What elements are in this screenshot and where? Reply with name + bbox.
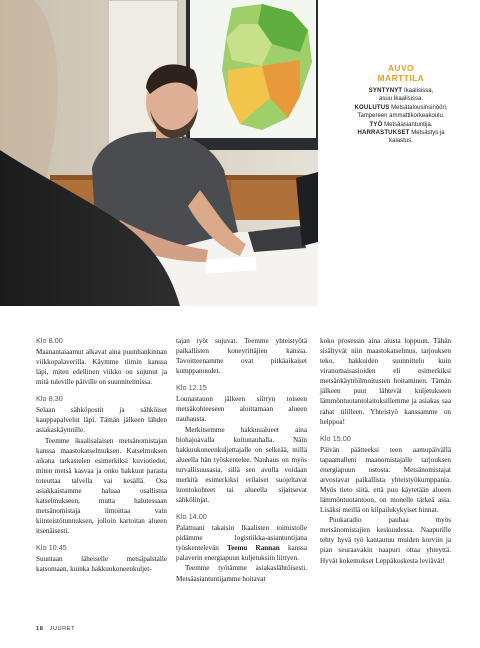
time-heading: Klo 14.00 (176, 512, 207, 522)
time-heading: Klo 8.00 (36, 336, 63, 345)
paragraph: Suuntaan läheiselle metsäpalstalle katsomaan, kuinka hakkuukoneenkuljet- (36, 555, 167, 574)
bio-name (330, 64, 472, 84)
paragraph: Teemme työtämme asiakaslähtöisesti. Metsäasiantuntijamme hoitavat (176, 564, 307, 583)
time-heading: Klo 15.00 (320, 433, 351, 443)
page-footer (36, 626, 75, 632)
paragraph-text: kanssa palaverin energiapuun kuljetuksiin liittyen. (176, 544, 307, 563)
bio-first-name: AUVO (387, 64, 415, 73)
bio-hobbies-text: Metsästys ja (409, 130, 445, 137)
bio-lives: asuu Ikaalisissa. (378, 96, 424, 103)
paragraph: Lounastauon jälkeen siirryn toiseen metsäkohteeseen aloittamaan alueen nauhausta. (176, 395, 307, 424)
bio-education (330, 104, 472, 112)
text-column-3 (320, 336, 451, 566)
bio-education-text: Metsätalousinsinööri, (389, 104, 448, 111)
text-column-1 (36, 336, 167, 574)
paragraph: Merkitsemme hakkuualueet aina biohajoavalla kuitunauhalla. Näin hakkuukoneenkuljettajalle on selkeää, millä alueella hän työskentelee. Nauhaus on myös turvallisuusasia, sillä sen avulla voidaan merkitä esimerkiksi erilaiset suojeltavat luontokohteet tai alueella sijaitsevat sähkölinjat. (176, 425, 307, 505)
time-heading: Klo 10.45 (36, 543, 67, 553)
paragraph-text: Palattuani takaisin Ikaalisten toimistolle pidämme logistiikka-asiantuntijana työskentelevän (176, 524, 307, 553)
office-scene-illustration (0, 0, 318, 306)
person-name: Teemu Rannan (227, 544, 280, 553)
bio-born-label: SYNTYNYT (368, 88, 403, 94)
bio-born-text: Ikaalisissa, (402, 88, 434, 94)
time-heading: Klo 8.30 (36, 394, 63, 404)
paragraph: koko prosessin aina alusta loppuun. Tähän sisältyvät niin maastokatselmus, tarjouksen teko, hakkuiden suunnittelu kuin viranomaisasioiden eli esimerkiksi metsänkäyttöilmoitusten hoitaminen. Tämän jälkeen puut lähtevät kuljetukseen lämmöntuotantolaitoksillemme ja asiakas saa rahat tililleen. Yhteistyö kanssamme on helppoa! (320, 337, 451, 426)
bio-work-text: Metsäasiantuntija. (382, 121, 433, 128)
bio-work (330, 121, 472, 129)
bio-hobbies (330, 129, 472, 137)
bio-born (330, 87, 472, 95)
bio-last-name: MARTTILA (377, 74, 425, 83)
paragraph (176, 523, 307, 563)
bio-hobbies-2: kalastus. (389, 138, 413, 145)
time-heading: Klo 12.15 (176, 383, 207, 393)
bio-work-label: TYÖ (369, 121, 383, 128)
magazine-name: JUURET (49, 626, 76, 632)
text-column-2 (176, 336, 307, 584)
page-number: 18 (36, 626, 44, 632)
paragraph: Teemme ikaalisalaisen metsänomistajan kanssa maastokatselmuksen. Katselmuksen aikana tarkastelen esimerkiksi kuviotiedot, miten metsä kasvaa ja onko hakkuut parasta toteuttaa talvella vai kesällä. Osa asiakkaistamme haluaa osallistua katselmukseen, mutta halutessaan metsänomistaja ilmoittaa vain kiinteistötunnuksen, jolloin kartoitan alueen itsenäisesti. (36, 436, 167, 536)
bio-hobbies-label: HARRASTUKSET (357, 130, 410, 137)
paragraph: Päivän päätteeksi teen aamupäivällä tapaamalleni maanomistajalle tarjouksen energiapuun ostosta. Metsänomistajat arvostavat paikallista yhteistyökumppania. Myös tieto siitä, että puu käytetään alueen lämmöntuotantoon, on monelle tärkeä asia. Lisäksi meillä on kilpailukykyiset hinnat. (320, 445, 451, 515)
bio-box (330, 64, 472, 146)
bio-education-label: KOULUTUS (354, 104, 390, 111)
paragraph: Maanantaiaamut alkavat aina puunhankinnan viikkopalaverilla. Käymme tiimin kanssa läpi, miten edellinen viikko on sujunut ja mitä tuleville päiville on suunnitelmissa. (36, 348, 167, 387)
bio-education-2: Tampereen ammattikorkeakoulu. (357, 113, 445, 120)
paragraph: tajan työt sujuvat. Teemme yhteistyötä paikallisten koneyrittäjien kanssa. Tavoitteenamme ovat pitkäaikaiset kumppanuudet. (176, 337, 307, 376)
paragraph: Puukaradio pauhaa myös metsänomistajien keskuudessa. Naapurille tehty hyvä työ kantautuu muiden korviin ja pian seuraavakin naapuri ottaa yhteyttä. Hyvät kokemukset Leppäkoskesta leviävät! (320, 516, 451, 565)
hero-photo (0, 0, 318, 306)
paragraph: Selaan sähköpostit ja sähköiset kauppapalvelut läpi. Tämän jälkeen lähden asiakaskäynnille. (36, 406, 167, 435)
